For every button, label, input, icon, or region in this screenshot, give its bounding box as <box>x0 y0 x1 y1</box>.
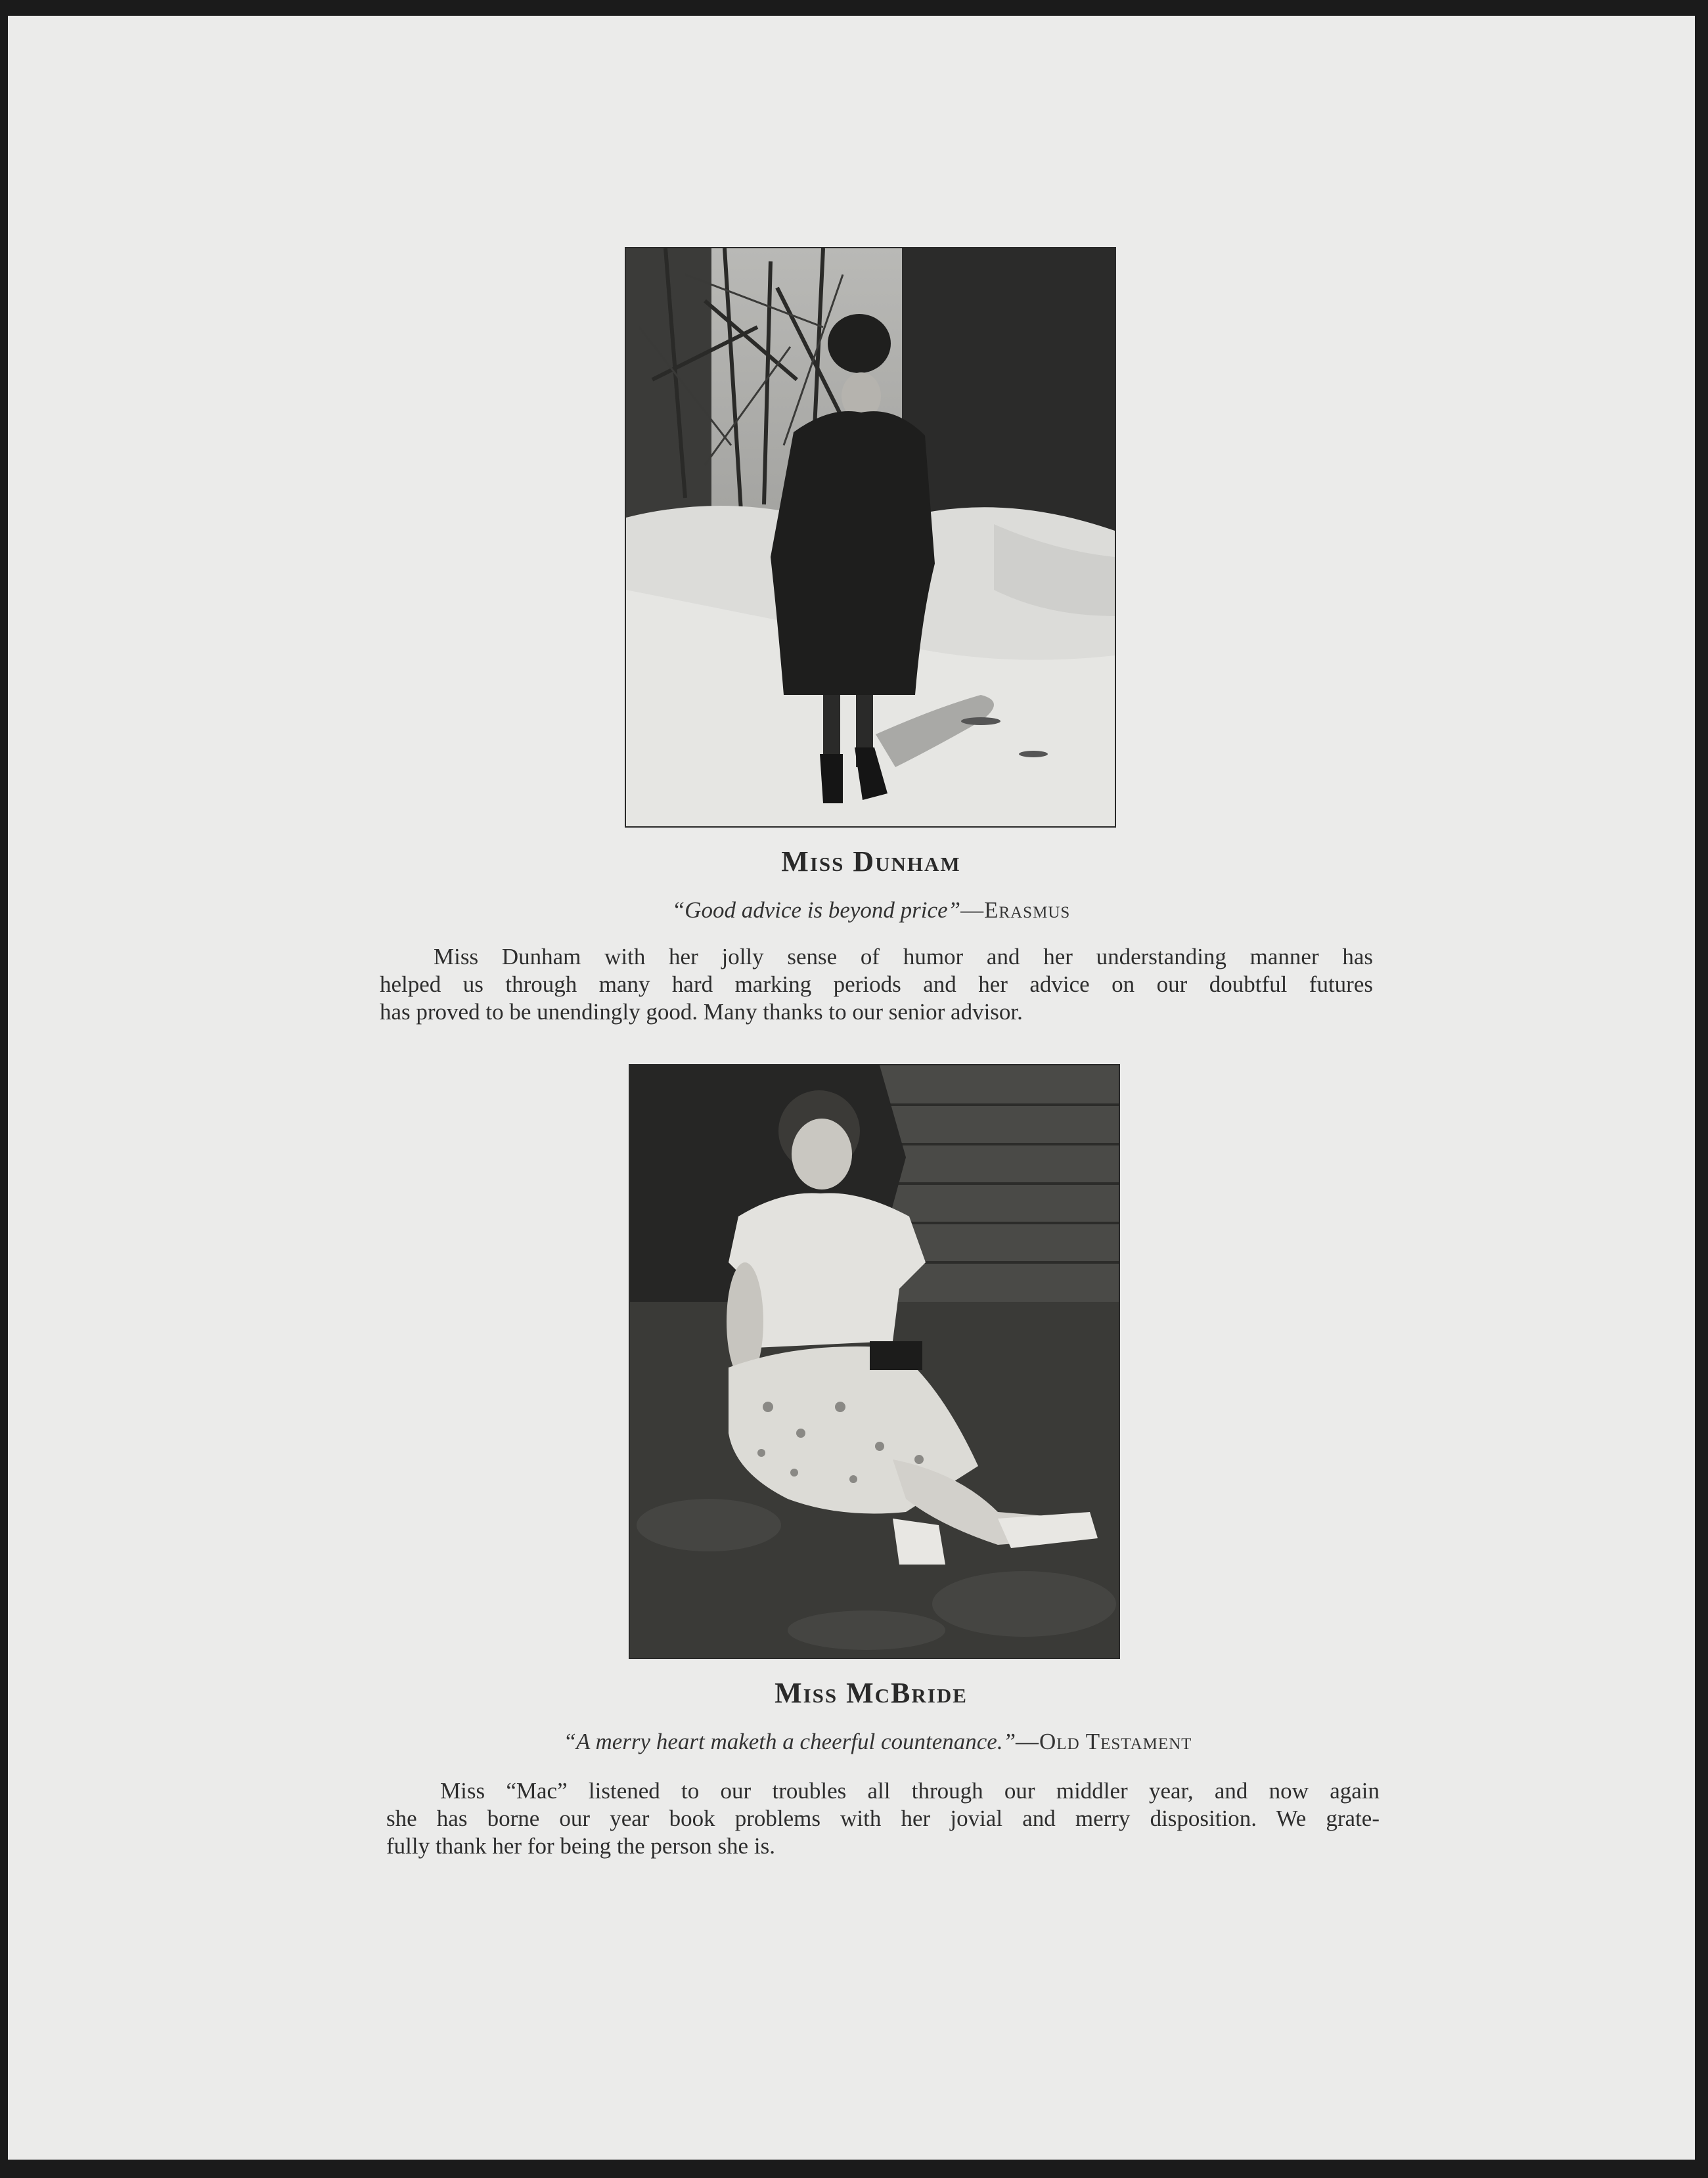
bio-line: she has borne our year book problems with her jovial and merry disposition. We grate- <box>386 1806 1380 1831</box>
photo-miss-mcbride <box>629 1064 1120 1659</box>
yearbook-page <box>8 16 1695 2160</box>
quote-text: “Good advice is beyond price” <box>671 897 961 923</box>
quote-dunham <box>28 897 1695 923</box>
bio-line: fully thank her for being the person she is. <box>386 1833 775 1859</box>
bio-line: helped us through many hard marking periods and her advice on our doubtful futures <box>380 971 1373 997</box>
grass-portrait-image <box>630 1065 1119 1658</box>
quote-mcbride <box>34 1729 1695 1755</box>
bio-line: Miss “Mac” listened to our troubles all through our middler year, and now again <box>440 1778 1380 1804</box>
quote-source: —Old Testament <box>1016 1729 1192 1754</box>
photo-miss-dunham <box>625 247 1116 828</box>
quote-text: “A merry heart maketh a cheerful countenance.” <box>563 1729 1016 1754</box>
snow-portrait-image <box>626 248 1115 826</box>
bio-mcbride <box>386 1777 1380 1860</box>
teacher-name-dunham: Miss Dunham <box>781 845 961 878</box>
bio-line: has proved to be unendingly good. Many thanks to our senior advisor. <box>380 999 1023 1025</box>
quote-source: —Erasmus <box>960 897 1071 923</box>
bio-dunham <box>380 943 1373 1026</box>
teacher-name-mcbride: Miss McBride <box>775 1677 968 1709</box>
bio-line: Miss Dunham with her jolly sense of humor and her understanding manner has <box>434 944 1373 969</box>
